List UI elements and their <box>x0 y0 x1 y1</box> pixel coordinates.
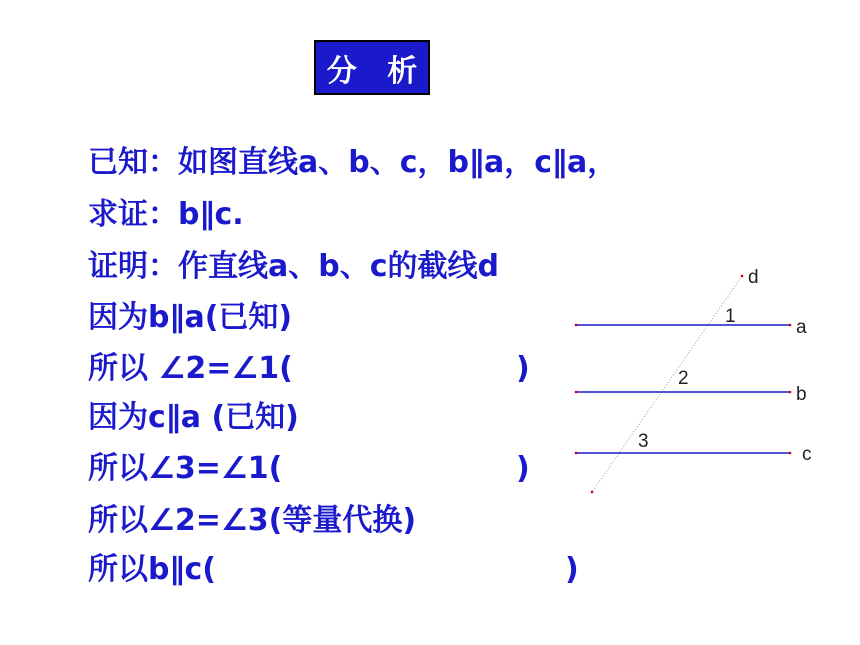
title-text: 分 析 <box>326 53 428 89</box>
proof-step-4: 因为c∥a (已知) <box>88 400 299 435</box>
line-c-right-point <box>789 452 792 455</box>
blank-close-paren-3: ) <box>565 552 579 587</box>
proof-step-2: 因为b∥a(已知) <box>88 300 293 335</box>
label-c: c <box>802 444 812 465</box>
line-b-left-point <box>575 391 578 394</box>
proof-step-7: 所以b∥c( <box>88 552 216 587</box>
label-a: a <box>796 317 807 338</box>
prove-line: 求证：b∥c. <box>88 197 244 232</box>
line-a-right-point <box>789 324 792 327</box>
line-a-left-point <box>575 324 578 327</box>
proof-step-5: 所以∠3=∠1( <box>88 451 283 486</box>
transversal-line-d <box>592 276 742 492</box>
blank-close-paren-1: ) <box>516 351 530 386</box>
transversal-start-point <box>591 491 594 494</box>
line-c-left-point <box>575 452 578 455</box>
label-b: b <box>796 384 807 405</box>
proof-step-3: 所以 ∠2=∠1( <box>88 351 293 386</box>
proof-step-6: 所以∠2=∠3(等量代换) <box>88 503 417 538</box>
label-d: d <box>748 267 759 288</box>
given-line: 已知：如图直线a、b、c，b∥a，c∥a， <box>88 145 618 180</box>
line-b-right-point <box>789 391 792 394</box>
transversal-end-point <box>741 275 744 278</box>
angle-label-3: 3 <box>638 431 649 452</box>
proof-step-1: 证明：作直线a、b、c的截线d <box>88 249 499 284</box>
angle-label-1: 1 <box>725 306 736 327</box>
blank-close-paren-2: ) <box>516 451 530 486</box>
angle-label-2: 2 <box>678 368 689 389</box>
